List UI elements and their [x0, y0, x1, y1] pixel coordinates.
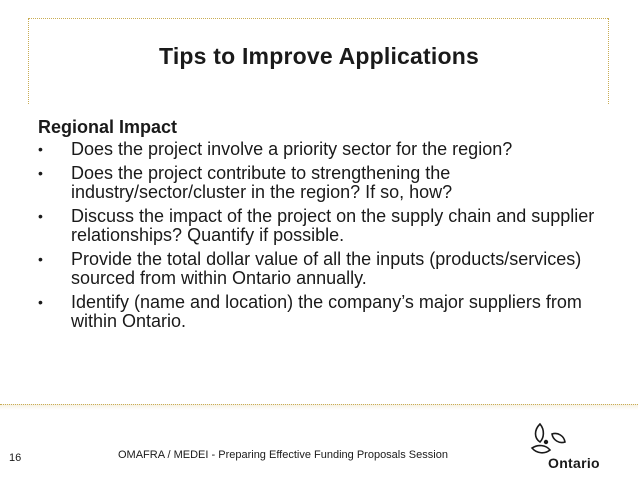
slide-content: [36, 116, 616, 336]
slide-title: Tips to Improve Applications: [159, 43, 479, 69]
bullet-icon: •: [38, 294, 43, 310]
bullet-item: [36, 250, 616, 288]
bullet-item: [36, 293, 616, 331]
bullet-item: [36, 140, 616, 159]
bullet-text: Identify (name and location) the company’s major suppliers from within Ontario.: [71, 292, 582, 331]
ontario-logo-text: Ontario: [548, 455, 600, 471]
bullet-list: [36, 140, 616, 331]
bullet-text: Provide the total dollar value of all the inputs (products/services) sourced from within Ontario annually.: [71, 249, 582, 288]
bullet-icon: •: [38, 208, 43, 224]
frame-bottom-shadow: [0, 404, 638, 410]
bullet-item: [36, 164, 616, 202]
bullet-text: Discuss the impact of the project on the supply chain and supplier relationships? Quantify if possible.: [71, 206, 595, 245]
bullet-text: Does the project contribute to strengthening the industry/sector/cluster in the region? If so, how?: [71, 163, 453, 202]
bullet-icon: •: [38, 165, 43, 181]
bullet-icon: •: [38, 141, 43, 157]
section-heading: Regional Impact: [38, 117, 178, 137]
bullet-text: Does the project involve a priority sector for the region?: [71, 139, 513, 159]
page-number: 16: [9, 452, 22, 464]
bullet-item: [36, 207, 616, 245]
bullet-icon: •: [38, 251, 43, 267]
frame-top-border: [28, 18, 608, 19]
footer-text: OMAFRA / MEDEI - Preparing Effective Funding Proposals Session: [118, 449, 448, 461]
